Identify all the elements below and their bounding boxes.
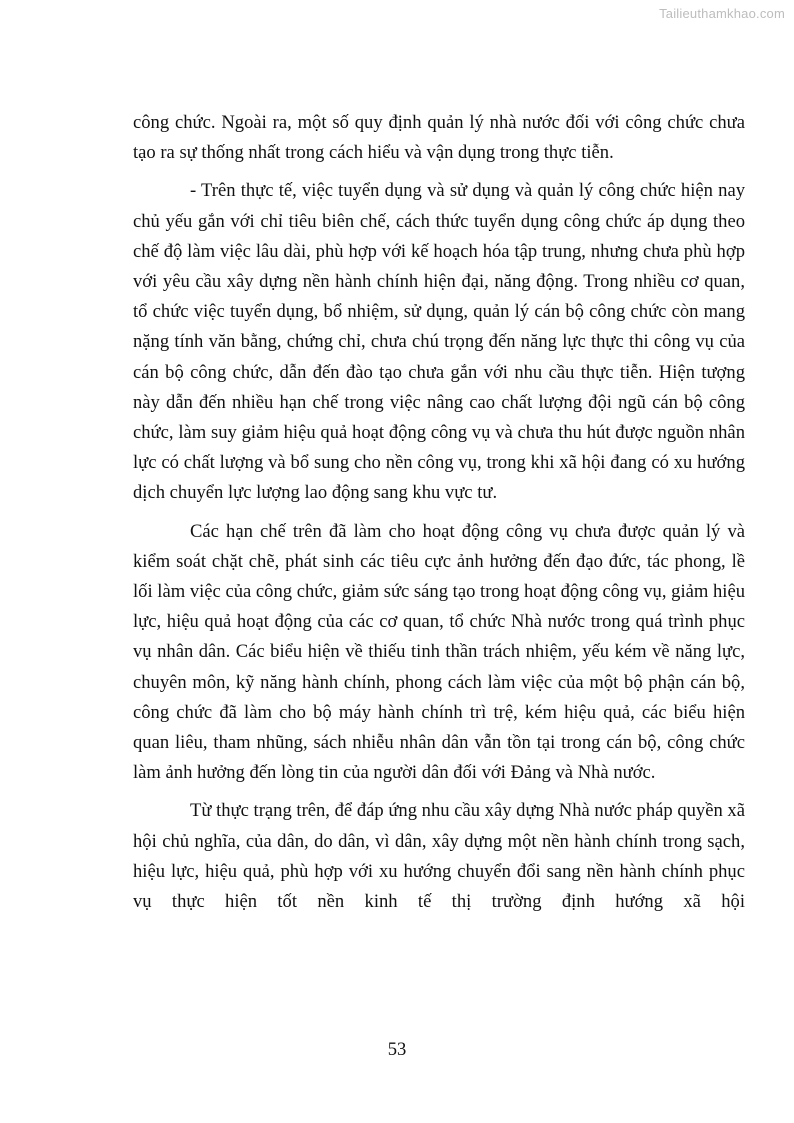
paragraph-recruitment: - Trên thực tế, việc tuyển dụng và sử dụng và quản lý công chức hiện nay chủ yếu gắn với chỉ tiêu biên chế, cách thức tuyển dụng công chức áp dụng theo chế độ làm việc lâu dài, phù hợp với kế hoạch hóa tập trung, nhưng chưa phù hợp với yêu cầu xây dựng nền hành chính hiện đại, năng động. Trong nhiều cơ quan, tổ chức việc tuyển dụng, bổ nhiệm, sử dụng, quản lý cán bộ công chức còn mang nặng tính văn bằng, chứng chỉ, chưa chú trọng đến năng lực thực thi công vụ của cán bộ công chức, dẫn đến đào tạo chưa gắn với nhu cầu thực tiễn. Hiện tượng này dẫn đến nhiều hạn chế trong việc nâng cao chất lượng đội ngũ cán bộ công chức, làm suy giảm hiệu quả hoạt động công vụ và chưa thu hút được nguồn nhân lực có chất lượng và bổ sung cho nền công vụ, trong khi xã hội đang có xu hướng dịch chuyển lực lượng lao động sang khu vực tư. [133,180,745,504]
page-number: 53 [387,1039,407,1060]
watermark: Tailieuthamkhao.com [659,6,785,21]
paragraph-limitations: Các hạn chế trên đã làm cho hoạt động công vụ chưa được quản lý và kiểm soát chặt chẽ, phát sinh các tiêu cực ảnh hưởng đến đạo đức, tác phong, lề lối làm việc của công chức, giảm sức sáng tạo trong hoạt động công vụ, giảm hiệu lực, hiệu quả hoạt động của các cơ quan, tổ chức Nhà nước trong quá trình phục vụ nhân dân. Các biểu hiện về thiếu tinh thần trách nhiệm, yếu kém về năng lực, chuyên môn, kỹ năng hành chính, phong cách làm việc của một bộ phận cán bộ, công chức đã làm cho bộ máy hành chính trì trệ, kém hiệu quả, các biểu hiện quan liêu, tham nhũng, sách nhiễu nhân dân vẫn tồn tại trong cán bộ, công chức làm ảnh hưởng đến lòng tin của người dân đối với Đảng và Nhà nước. [133,520,745,784]
paragraph-conclusion: Từ thực trạng trên, để đáp ứng nhu cầu xây dựng Nhà nước pháp quyền xã hội chủ nghĩa, của dân, do dân, vì dân, xây dựng một nền hành chính trong sạch, hiệu lực, hiệu quả, phù hợp với xu hướng chuyển đổi sang nền hành chính phục vụ thực hiện tốt nền kinh tế thị trường định hướng xã hội [133,800,745,913]
page-body [133,108,745,925]
paragraph-continuation: công chức. Ngoài ra, một số quy định quản lý nhà nước đối với công chức chưa tạo ra sự thống nhất trong cách hiểu và vận dụng trong thực tiễn. [133,112,745,164]
